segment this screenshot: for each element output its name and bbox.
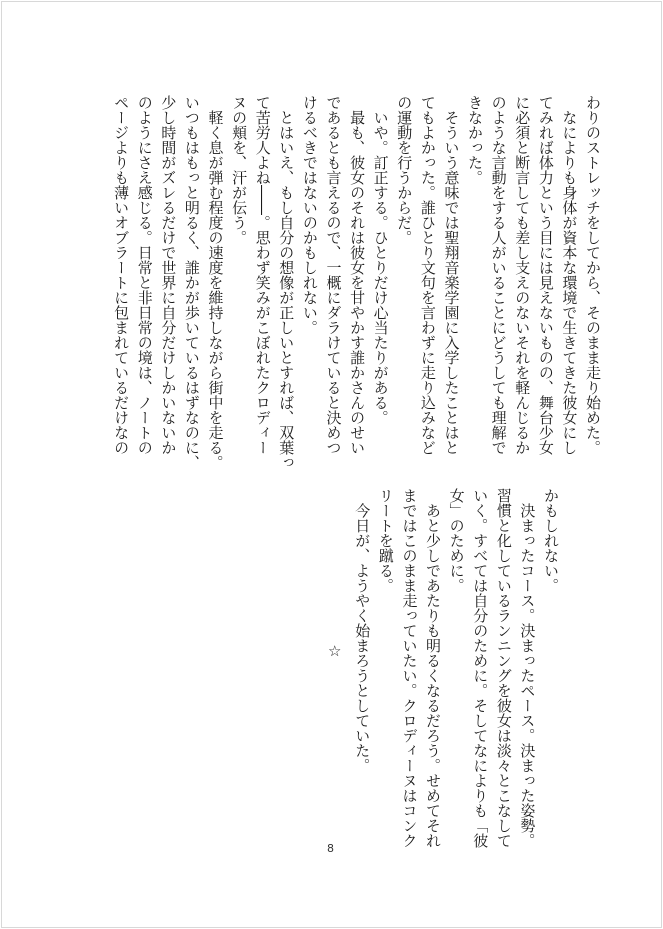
text-line: て苦労人よね――。思わず笑みがこぼれたクロディー [253,95,272,455]
text-line: のようにさえ感じる。日常と非日常の境は、ノートの [135,95,154,455]
page-number: 8 [327,842,334,855]
text-line: そういう意味では聖翔音楽学園に入学したことはと [442,95,461,455]
text-line: 最も、彼女のそれは彼女を甘やかす誰かさんのせい [348,95,367,455]
text-line: けるべきではないのかもしれない。 [300,95,319,335]
text-line: あと少しであたりも明るくなるだろう。せめてそれ [424,488,443,848]
text-line: リートを蹴る。 [376,488,395,593]
text-line: 軽く息が弾む程度の速度を維持しながら街中を走る。 [206,95,225,470]
text-line: ヌの頬を、汗が伝う。 [230,95,249,245]
section-break-star: ☆ [328,642,342,660]
text-line: てもよかった。誰ひとり文句を言わずに走り込みなど [418,95,437,455]
text-line: とはいえ、もし自分の想像が正しいとすれば、双葉っ [277,95,296,470]
text-line: の運動を行うからだ。 [395,95,414,245]
body-text-lower [350,488,562,863]
text-line: なによりも身体が資本な環境で生きてきた彼女にし [560,95,579,455]
text-line: てみれば体力という目には見えないものの、舞台少女 [536,95,555,455]
text-line: いく。すべては自分のために。そしてなによりも「彼 [471,488,490,848]
text-line: のような言動をする人がいることにどうしても理解で [489,95,508,455]
text-line: きなかった。 [466,95,485,185]
text-line: に必須と断言しても差し支えのないそれを軽んじるか [513,95,532,455]
text-line: 少し時間がズレるだけで世界に自分だけしかいないか [159,95,178,455]
text-line: 女」のために。 [447,488,466,593]
body-text-upper [109,95,604,470]
text-line: まではこのまま走っていたい。クロディーヌはコンク [400,488,419,848]
text-line: 決まったコース。決まったペース。決まった姿勢。 [518,488,537,848]
text-line: わりのストレッチをしてから、そのまま走り始めた。 [584,95,602,455]
text-line: いつもはもっと明るく、誰かが歩いているはずなのに、 [182,95,201,470]
text-line: かもしれない。 [542,488,560,593]
text-line: 習慣と化しているランニングを彼女は淡々とこなして [494,488,513,848]
text-line: ページよりも薄いオブラートに包まれているだけなの [112,95,131,455]
text-line: であるとも言えるので、一概にダラけていると決めつ [324,95,343,455]
text-line: いや。訂正する。ひとりだけ心当たりがある。 [371,95,390,425]
text-line: 今日が、ようやく始まろうとしていた。 [353,488,372,773]
